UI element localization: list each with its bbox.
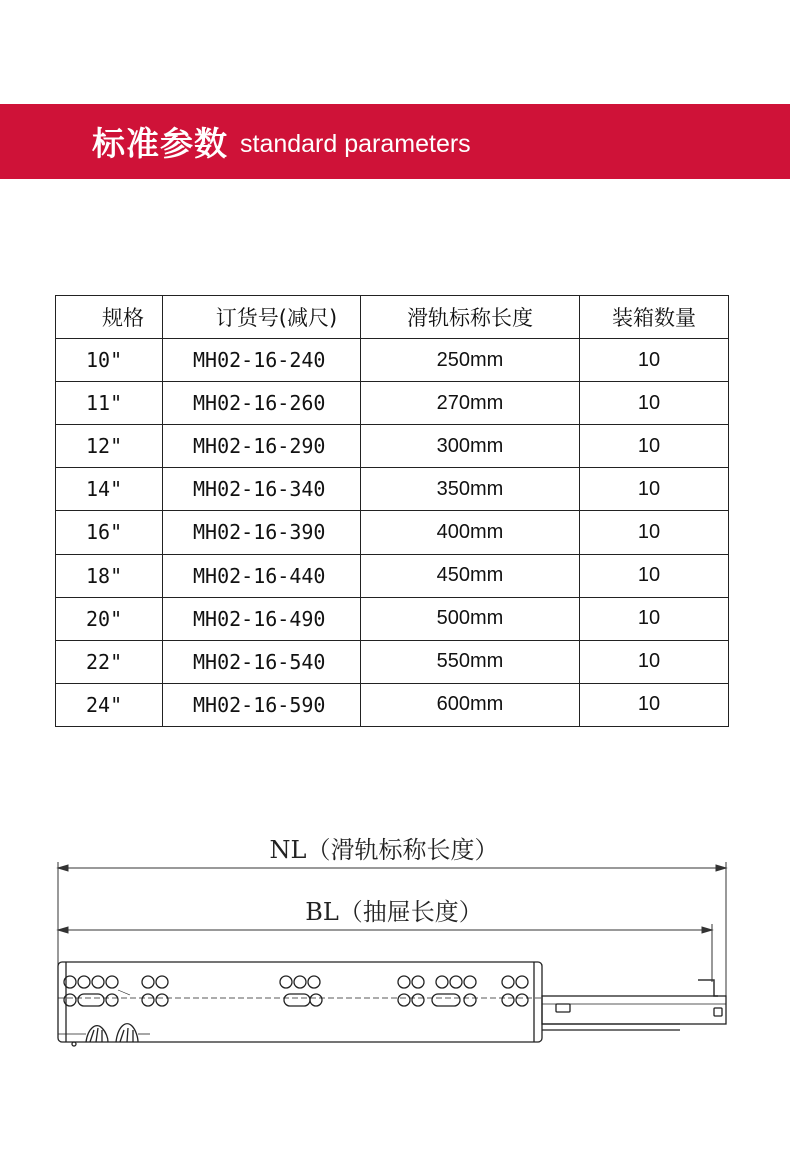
cell-size: 10" — [56, 339, 163, 382]
cell-qty: 10 — [580, 468, 729, 511]
table-row — [56, 425, 729, 468]
header-size: 规格 — [56, 296, 163, 339]
cell-qty: 10 — [580, 511, 729, 554]
cell-size: 14" — [56, 468, 163, 511]
slide-diagram — [0, 820, 790, 1060]
cell-qty: 10 — [580, 683, 729, 726]
bl-label: BL（抽屉长度） — [305, 898, 483, 926]
cell-length: 350mm — [361, 468, 580, 511]
header-banner — [0, 104, 790, 179]
cell-length: 270mm — [361, 382, 580, 425]
cell-code: MH02-16-290 — [163, 425, 361, 468]
cell-code: MH02-16-540 — [163, 640, 361, 683]
table-row — [56, 511, 729, 554]
table-row — [56, 640, 729, 683]
cell-length: 250mm — [361, 339, 580, 382]
cell-size: 18" — [56, 554, 163, 597]
cell-size: 16" — [56, 511, 163, 554]
cell-length: 400mm — [361, 511, 580, 554]
cell-length: 500mm — [361, 597, 580, 640]
cell-code: MH02-16-260 — [163, 382, 361, 425]
header-length: 滑轨标称长度 — [361, 296, 580, 339]
table-row — [56, 554, 729, 597]
cell-qty: 10 — [580, 382, 729, 425]
cell-qty: 10 — [580, 339, 729, 382]
table-row — [56, 468, 729, 511]
cell-code: MH02-16-390 — [163, 511, 361, 554]
nl-label: NL（滑轨标称长度） — [269, 836, 499, 864]
cell-code: MH02-16-240 — [163, 339, 361, 382]
banner-title-en: standard parameters — [240, 130, 471, 158]
cell-qty: 10 — [580, 425, 729, 468]
cell-size: 20" — [56, 597, 163, 640]
slide-rail — [58, 962, 726, 1046]
banner-title-cn: 标准参数 — [92, 124, 228, 163]
mounting-holes — [64, 976, 528, 1006]
cell-length: 600mm — [361, 683, 580, 726]
table-row — [56, 382, 729, 425]
nl-dimension-line — [58, 862, 726, 996]
cell-length: 300mm — [361, 425, 580, 468]
cell-size: 11" — [56, 382, 163, 425]
cell-code: MH02-16-590 — [163, 683, 361, 726]
bl-dimension-line — [58, 924, 712, 982]
rear-hook — [698, 980, 718, 996]
table-row — [56, 683, 729, 726]
cell-qty: 10 — [580, 597, 729, 640]
cell-qty: 10 — [580, 640, 729, 683]
cell-length: 550mm — [361, 640, 580, 683]
cell-qty: 10 — [580, 554, 729, 597]
table-row — [56, 597, 729, 640]
cell-length: 450mm — [361, 554, 580, 597]
table-row — [56, 339, 729, 382]
cell-code: MH02-16-340 — [163, 468, 361, 511]
header-code: 订货号(减尺) — [163, 296, 361, 339]
header-qty: 装箱数量 — [580, 296, 729, 339]
cell-size: 12" — [56, 425, 163, 468]
table-header-row — [56, 296, 729, 339]
cell-size: 22" — [56, 640, 163, 683]
locking-tabs — [58, 1024, 150, 1046]
spec-table — [55, 295, 729, 727]
cell-code: MH02-16-490 — [163, 597, 361, 640]
cell-code: MH02-16-440 — [163, 554, 361, 597]
cell-size: 24" — [56, 683, 163, 726]
